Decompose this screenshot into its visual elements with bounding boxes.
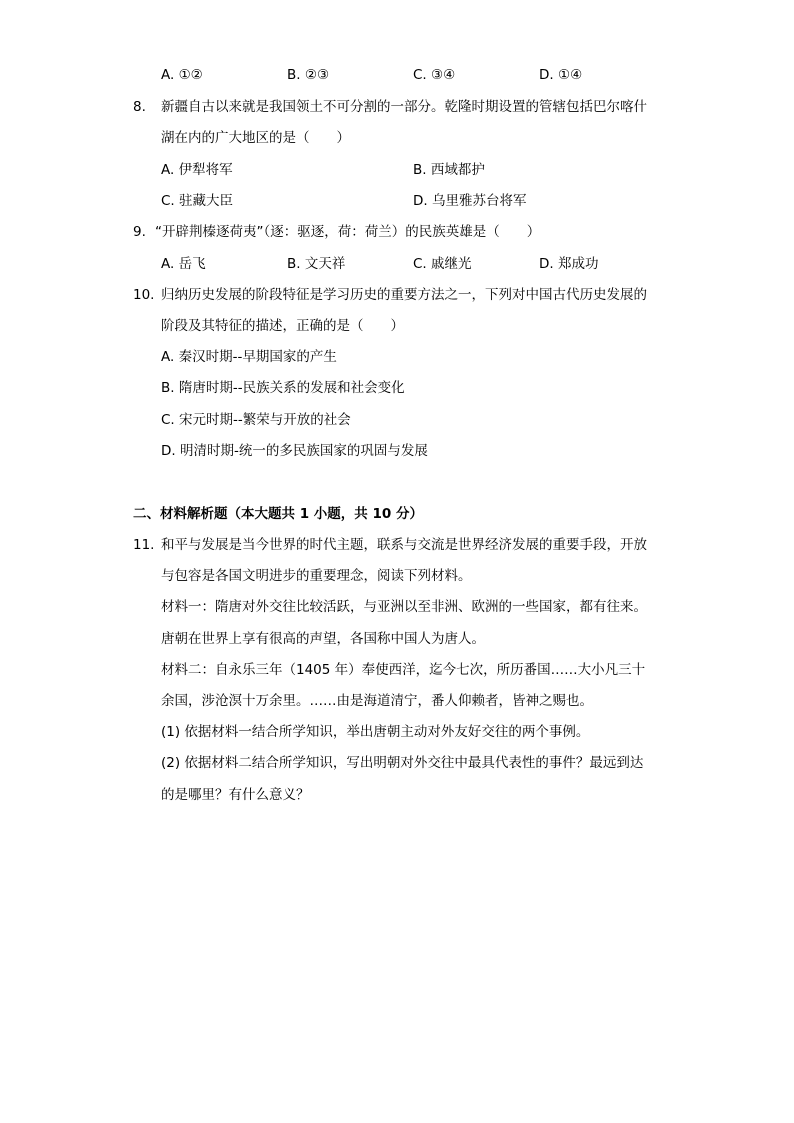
q10-number: 10.: [133, 287, 155, 303]
q11-line-2: 与包容是各国文明进步的重要理念，阅读下列材料。: [161, 568, 472, 584]
q8-option-c: C. 驻藏大臣: [161, 193, 234, 209]
q11-number: 11.: [133, 537, 155, 553]
q11-line-1: 和平与发展是当今世界的时代主题，联系与交流是世界经济发展的重要手段，开放: [161, 537, 647, 553]
q8-stem-line-2: 湖在内的广大地区的是（ ）: [161, 130, 350, 146]
q8-option-b: B. 西域都护: [413, 162, 485, 178]
q11-material-2-line-2: 余国，涉沧溟十万余里。……由是海道清宁，番人仰赖者，皆神之赐也。: [161, 693, 593, 709]
q10-stem-line-1: 归纳历史发展的阶段特征是学习历史的重要方法之一，下列对中国古代历史发展的: [161, 287, 647, 303]
q11-subquestion-2-line-2: 的是哪里？有什么意义？: [161, 787, 310, 803]
q10-option-d: D. 明清时期-统一的多民族国家的巩固与发展: [161, 443, 428, 459]
q9-option-a: A. 岳飞: [161, 256, 206, 272]
q7-option-d: D. ①④: [539, 67, 583, 83]
q8-option-d: D. 乌里雅苏台将军: [413, 193, 527, 209]
q7-option-b: B. ②③: [287, 67, 330, 83]
q9-option-b: B. 文天祥: [287, 256, 346, 272]
q9-option-d: D. 郑成功: [539, 256, 599, 272]
q11-subquestion-1: (1) 依据材料一结合所学知识，举出唐朝主动对外友好交往的两个事例。: [161, 724, 590, 740]
q11-material-1-line-2: 唐朝在世界上享有很高的声望，各国称中国人为唐人。: [161, 631, 485, 647]
section-2-title: 二、材料解析题（本大题共 1 小题，共 10 分）: [133, 506, 423, 522]
q10-option-c: C. 宋元时期--繁荣与开放的社会: [161, 412, 351, 428]
q11-material-1-line-1: 材料一：隋唐对外交往比较活跃，与亚洲以至非洲、欧洲的一些国家，都有往来。: [161, 599, 647, 615]
q9-option-c: C. 戚继光: [413, 256, 472, 272]
q8-stem-line-1: 新疆自古以来就是我国领土不可分割的一部分。乾隆时期设置的管辖包括巴尔喀什: [161, 99, 647, 115]
q10-stem-line-2: 阶段及其特征的描述，正确的是（ ）: [161, 318, 404, 334]
q11-material-2-line-1: 材料二：自永乐三年（1405 年）奉使西洋，迄今七次，所历番国……大小凡三十: [161, 662, 646, 678]
q9-stem: “开辟荆榛逐荷夷”（逐：驱逐，荷：荷兰）的民族英雄是（ ）: [155, 224, 541, 240]
q8-number: 8.: [133, 99, 146, 115]
q9-number: 9.: [133, 224, 146, 240]
q8-option-a: A. 伊犁将军: [161, 162, 233, 178]
q7-option-c: C. ③④: [413, 67, 456, 83]
q7-option-a: A. ①②: [161, 67, 203, 83]
q10-option-a: A. 秦汉时期--早期国家的产生: [161, 349, 337, 365]
q10-option-b: B. 隋唐时期--民族关系的发展和社会变化: [161, 380, 405, 396]
q11-subquestion-2-line-1: (2) 依据材料二结合所学知识，写出明朝对外交往中最具代表性的事件？最远到达: [161, 755, 644, 771]
